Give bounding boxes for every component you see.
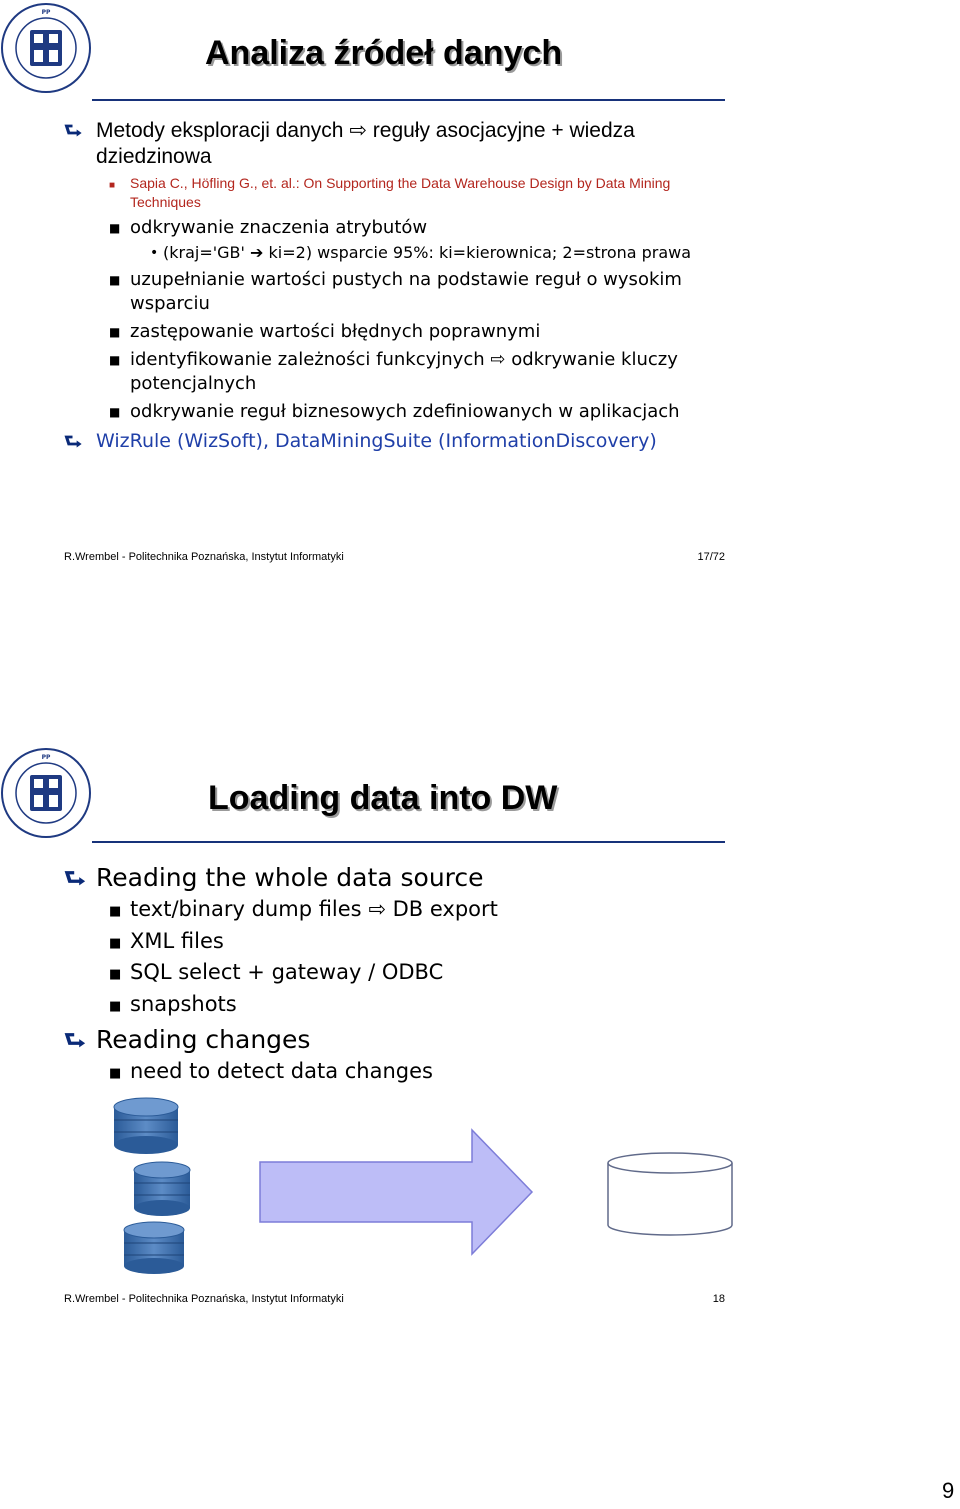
square-bullet-icon: ■ [109, 998, 122, 1014]
slide-content [64, 118, 734, 454]
square-bullet-icon: ■ [109, 221, 121, 235]
slide-content [64, 858, 734, 1088]
reference-title: : On Supporting the Data Warehouse Design by Data Mining Techniques [130, 175, 671, 210]
university-logo [0, 0, 92, 98]
tools-list: WizRule (WizSoft), DataMiningSuite (InformationDiscovery) [96, 430, 657, 452]
svg-text:PP: PP [41, 754, 51, 761]
slide-footer [64, 1293, 725, 1305]
square-bullet-icon: ■ [109, 325, 121, 339]
rule-example-a: (kraj='GB' [163, 243, 245, 262]
subbullet-text: XML files [130, 928, 224, 953]
slide-title: Analiza źródeł danych [205, 34, 563, 72]
warehouse-database-icon [608, 1153, 732, 1235]
source-database-icon [134, 1162, 190, 1216]
square-bullet-icon: ■ [109, 904, 122, 919]
square-bullet-icon: ■ [109, 1066, 122, 1081]
reference-item [64, 174, 734, 212]
university-logo [0, 745, 92, 843]
reference-authors: Sapia C., Höfling G., et. al. [130, 175, 296, 191]
bullet-tools [64, 428, 734, 454]
loading-diagram [100, 1095, 750, 1285]
subbullet-text: SQL select + gateway / ODBC [130, 960, 444, 984]
bullet-reading-changes [64, 1024, 734, 1056]
subbullet-text: uzupełnianie wartości pustych na podstawie reguł o wysokim wsparciu [130, 269, 682, 314]
dot-bullet-icon: • [150, 245, 159, 261]
footer-author: R.Wrembel - Politechnika Poznańska, Instytut Informatyki [64, 551, 344, 563]
subbullet-text: snapshots [130, 991, 237, 1016]
subsubbullet-rule-example [64, 242, 734, 264]
slide-18 [0, 745, 960, 1315]
slide-title: Loading data into DW [208, 779, 558, 817]
bullet-whole-source [64, 862, 734, 894]
square-bullet-icon: ■ [109, 353, 121, 367]
hollow-arrow-icon: ⇨ [368, 897, 386, 921]
subbullet-text: odkrywanie znaczenia atrybutów [130, 217, 428, 238]
slide-number: 17/72 [697, 551, 725, 563]
bullet-text: Reading changes [96, 1025, 311, 1054]
source-database-icon [124, 1222, 184, 1274]
hollow-arrow-icon: ⇨ [490, 349, 506, 370]
curved-arrow-icon: ⮑ [64, 429, 82, 453]
subbullet-text-tail: DB export [392, 897, 498, 921]
bullet-text: Reading the whole data source [96, 863, 484, 892]
document-page-number: 9 [942, 1478, 955, 1503]
subbullet-text: zastępowanie wartości błędnych poprawnymi [130, 321, 541, 342]
subbullet-replace-wrong [64, 320, 734, 344]
hollow-arrow-icon: ⇨ [349, 119, 367, 142]
subbullet-text: need to detect data changes [130, 1059, 433, 1083]
title-divider [92, 99, 725, 101]
load-arrow-icon [260, 1130, 532, 1254]
curved-arrow-icon: ⮑ [64, 864, 86, 892]
subbullet-fill-missing [64, 268, 734, 316]
subbullet-dump-files [64, 894, 734, 926]
subbullet-business-rules [64, 400, 734, 424]
title-divider [92, 841, 725, 843]
curved-arrow-icon: ⮑ [64, 1026, 86, 1054]
subbullet-snapshots [64, 989, 734, 1021]
slide-number: 18 [712, 1293, 725, 1305]
square-bullet-icon: ■ [109, 180, 116, 191]
bullet-text-tail: reguły asocjacyjne + wiedza dziedzinowa [96, 119, 635, 168]
square-bullet-icon: ■ [109, 967, 122, 982]
slide-17 [0, 0, 960, 580]
subbullet-sql [64, 957, 734, 989]
subbullet-functional-deps [64, 348, 734, 396]
square-bullet-icon: ■ [109, 273, 121, 287]
square-bullet-icon: ■ [109, 405, 121, 419]
subbullet-xml [64, 926, 734, 958]
subbullet-text: identyfikowanie zależności funkcyjnych [130, 349, 485, 370]
bullet-methods [64, 118, 734, 170]
subbullet-text-tail: odkrywanie kluczy potencjalnych [130, 349, 678, 394]
right-arrow-icon: ➔ [250, 243, 264, 262]
rule-example-b: ki=2) wsparcie 95%: ki=kierownica; 2=strona prawa [268, 243, 692, 262]
subbullet-text: text/binary dump files [130, 897, 362, 921]
curved-arrow-icon: ⮑ [64, 120, 82, 142]
bullet-text: Metody eksploracji danych [96, 119, 344, 142]
subbullet-text: odkrywanie reguł biznesowych zdefiniowanych w aplikacjach [130, 401, 680, 422]
footer-author: R.Wrembel - Politechnika Poznańska, Instytut Informatyki [64, 1293, 344, 1305]
subbullet-detect-changes [64, 1056, 734, 1088]
slide-footer [64, 551, 725, 563]
svg-text:PP: PP [41, 9, 51, 16]
subbullet-attribute-meaning [64, 216, 734, 240]
source-database-icon [114, 1098, 178, 1154]
square-bullet-icon: ■ [109, 935, 122, 951]
